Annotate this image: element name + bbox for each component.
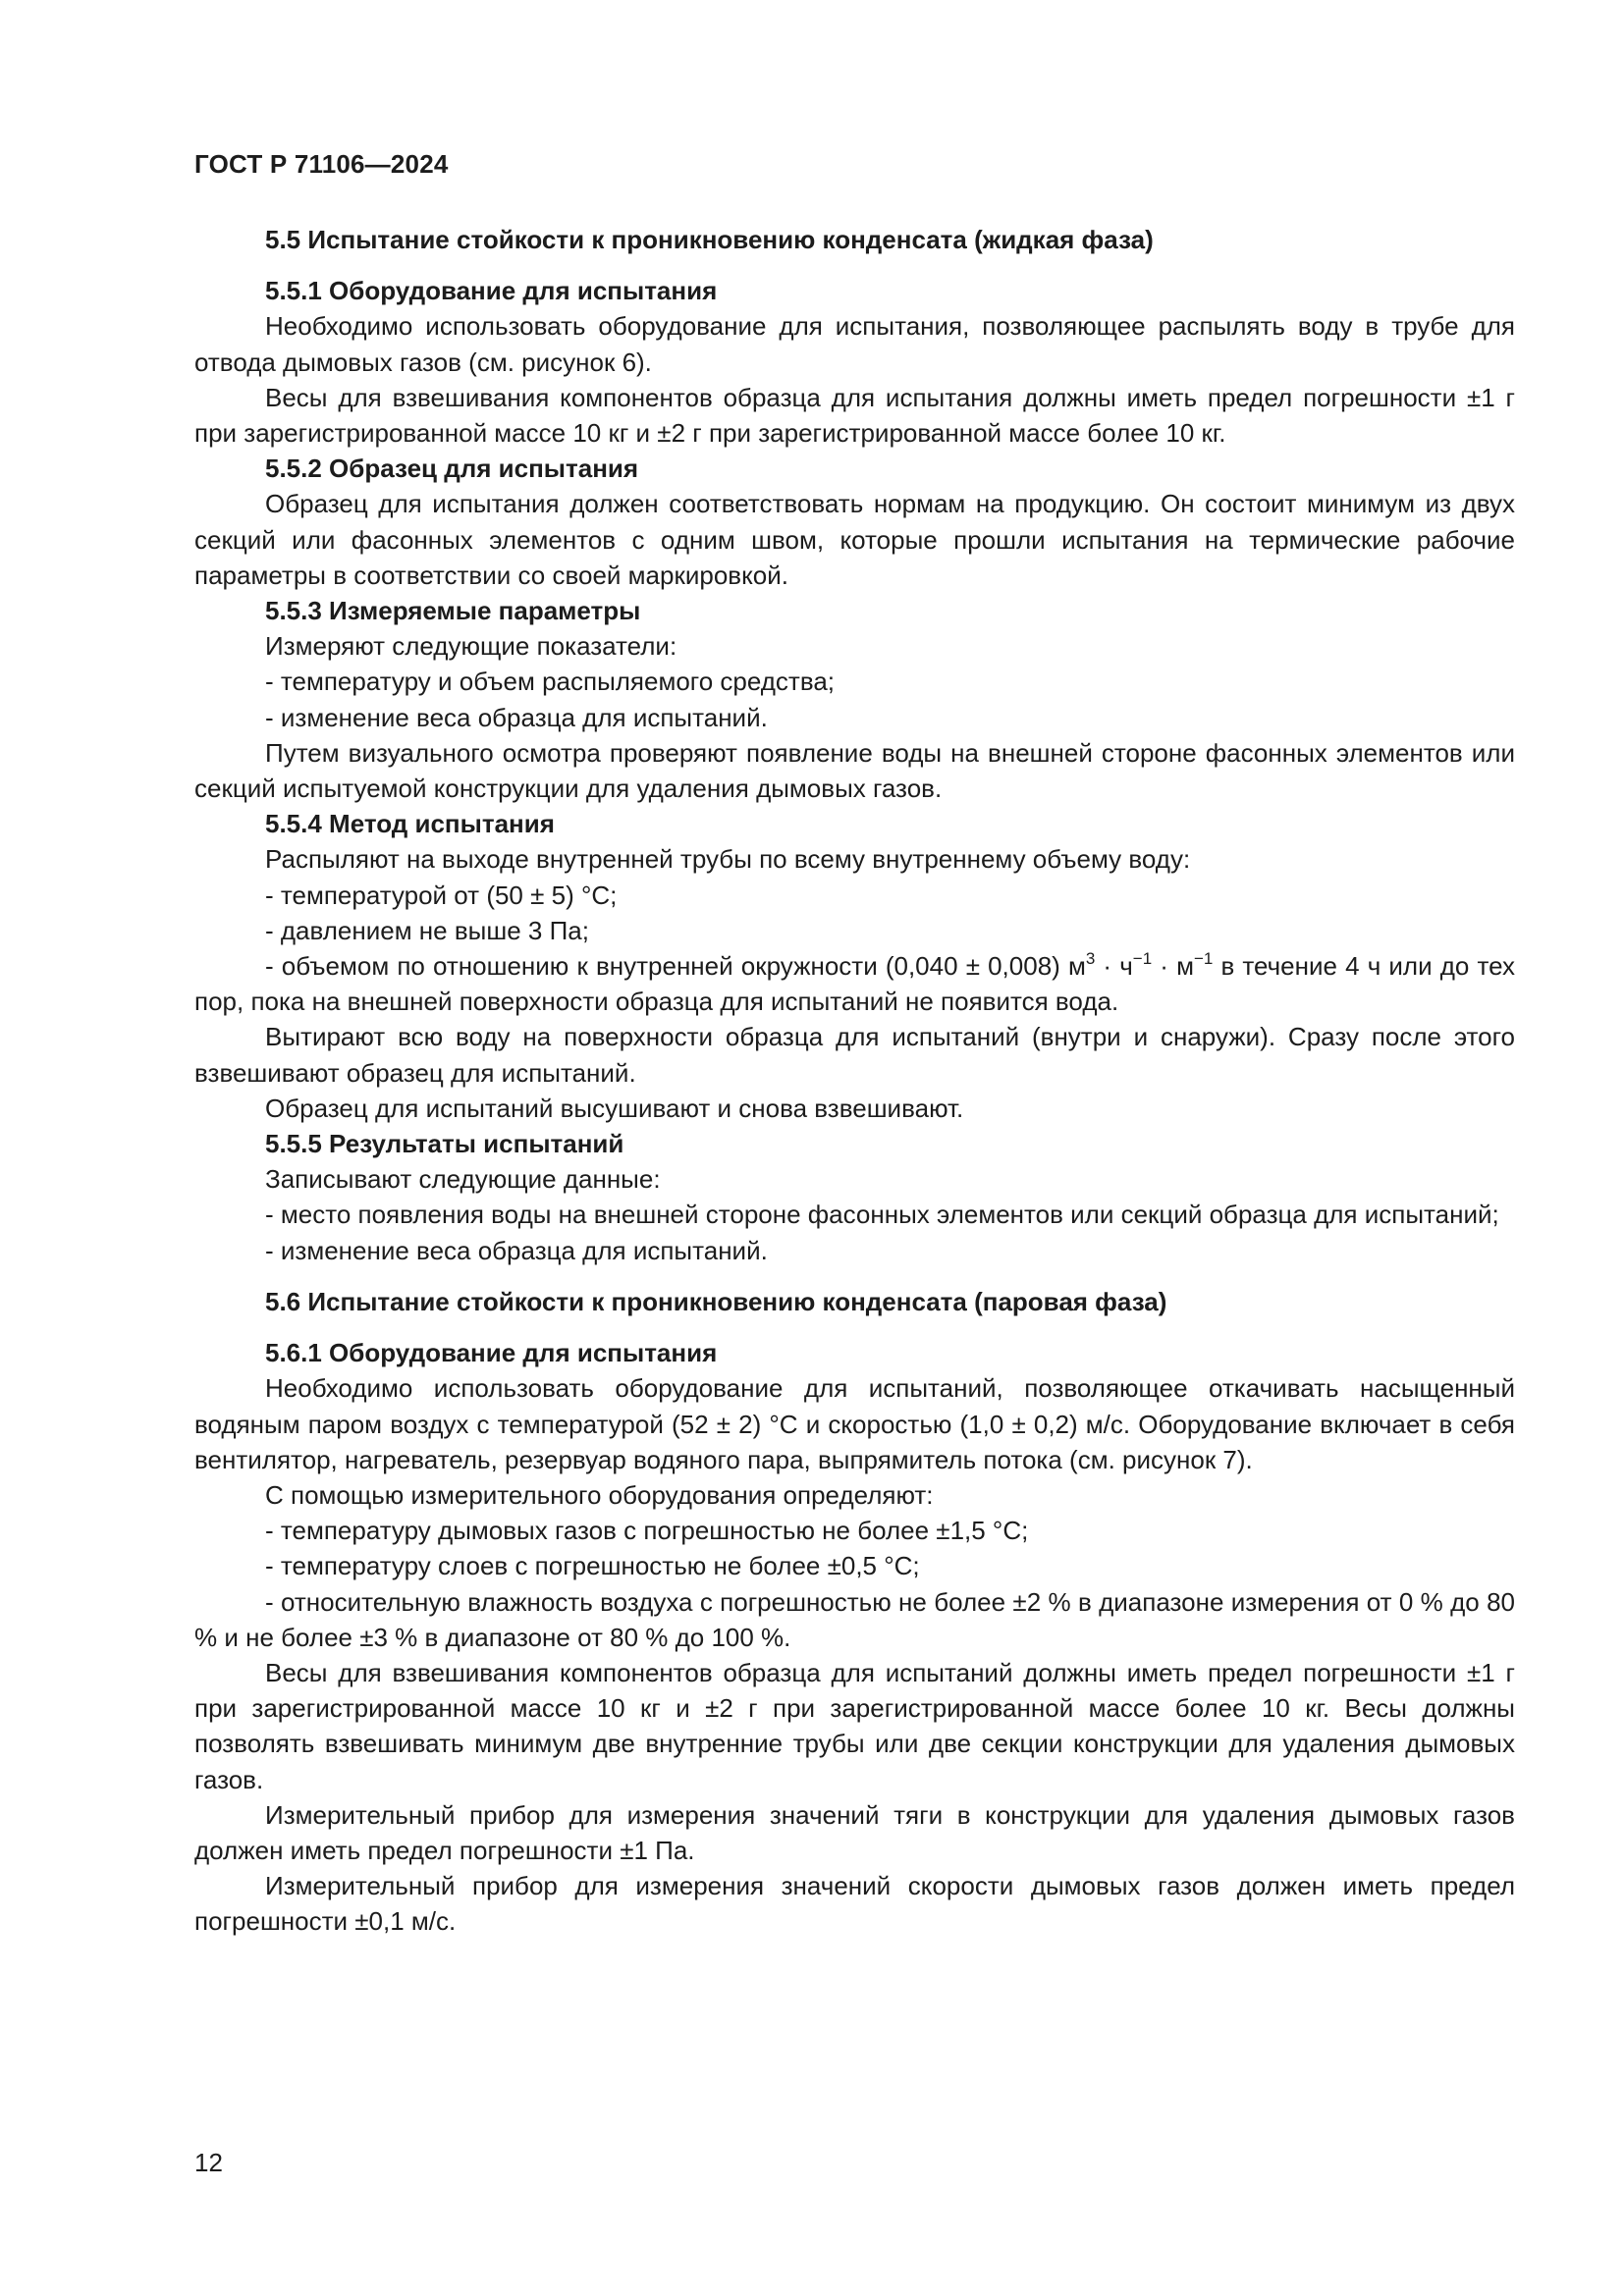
paragraph: Весы для взвешивания компонентов образца для испытаний должны иметь предел погрешности ±1 г при зарегистрированной массе 10 кг и ±2 г при зарегистрированной массе более 10 кг. Весы должны позволять взвешивать минимум две внутренние трубы или две секции конструкции для удаления дымовых газов.: [194, 1657, 1515, 1794]
section-5-6-title: 5.6 Испытание стойкости к проникновению конденсата (паровая фаза): [265, 1286, 1167, 1316]
list-item: - температуру дымовых газов с погрешностью не более ±1,5 °C;: [265, 1516, 1029, 1546]
paragraph: Образец для испытаний высушивают и снова взвешивают.: [265, 1093, 964, 1123]
document-standard-header: ГОСТ Р 71106—2024: [194, 149, 449, 179]
superscript: 3: [1085, 949, 1096, 969]
list-item-volume: [194, 948, 1515, 1019]
list-item: - температурой от (50 ± 5) °C;: [265, 880, 618, 910]
superscript: −1: [1132, 949, 1153, 969]
section-5-5-4-title: 5.5.4 Метод испытания: [265, 809, 555, 839]
page-number: 12: [194, 2148, 223, 2177]
list-item: - давлением не выше 3 Па;: [265, 915, 589, 945]
text-span: · ч: [1095, 951, 1133, 982]
paragraph: Измеряют следующие показатели:: [265, 631, 677, 662]
paragraph: Записывают следующие данные:: [265, 1164, 661, 1195]
list-item: - место появления воды на внешней стороне фасонных элементов или секций образца для испытаний;: [265, 1200, 1499, 1230]
document-body: [194, 222, 1515, 1940]
paragraph: С помощью измерительного оборудования определяют:: [265, 1479, 934, 1510]
text-span: · м: [1152, 951, 1194, 982]
paragraph: Распыляют на выходе внутренней трубы по всему внутреннему объему воду:: [265, 844, 1191, 875]
list-item: - температуру слоев с погрешностью не более ±0,5 °C;: [265, 1551, 920, 1581]
text-span: в течение 4 ч или до тех пор, пока на внешней поверхности образца для испытаний не появится вода.: [194, 951, 1515, 1017]
section-5-5-5-title: 5.5.5 Результаты испытаний: [265, 1129, 624, 1159]
paragraph: Весы для взвешивания компонентов образца для испытания должны иметь предел погрешности ±1 г при зарегистрированной массе 10 кг и ±2 г при зарегистрированной массе более 10 кг.: [194, 382, 1515, 449]
section-5-5-1-title: 5.5.1 Оборудование для испытания: [265, 276, 718, 306]
list-item: - изменение веса образца для испытаний.: [265, 702, 768, 732]
list-item: - относительную влажность воздуха с погрешностью не более ±2 % в диапазоне измерения от 0 % до 80 % и не более ±3 % в диапазоне от 80 % до 100 %.: [194, 1586, 1515, 1652]
paragraph: Вытирают всю воду на поверхности образца для испытаний (внутри и снаружи). Сразу после этого взвешивают образец для испытаний.: [194, 1022, 1515, 1088]
section-5-5-3-title: 5.5.3 Измеряемые параметры: [265, 596, 641, 626]
paragraph: Измерительный прибор для измерения значений скорости дымовых газов должен иметь предел погрешности ±0,1 м/с.: [194, 1871, 1515, 1937]
superscript: −1: [1193, 949, 1214, 969]
paragraph: Необходимо использовать оборудование для испытаний, позволяющее откачивать насыщенный водяным паром воздух с температурой (52 ± 2) °C и скоростью (1,0 ± 0,2) м/с. Оборудование включает в себя вентилятор, нагреватель, резервуар водяного пара, выпрямитель потока (см. рисунок 7).: [194, 1373, 1515, 1474]
list-item: - изменение веса образца для испытаний.: [265, 1235, 768, 1265]
paragraph: Измерительный прибор для измерения значений тяги в конструкции для удаления дымовых газов должен иметь предел погрешности ±1 Па.: [194, 1799, 1515, 1865]
section-5-6-1-title: 5.6.1 Оборудование для испытания: [265, 1338, 718, 1368]
section-5-5-2-title: 5.5.2 Образец для испытания: [265, 454, 639, 484]
list-item: - температуру и объем распыляемого средства;: [265, 667, 836, 697]
paragraph: Образец для испытания должен соответствовать нормам на продукцию. Он состоит минимум из двух секций или фасонных элементов с одним швом, которые прошли испытания на термические рабочие параметры в соответствии со своей маркировкой.: [194, 489, 1515, 590]
text-span: - объемом по отношению к внутренней окружности (0,040 ± 0,008) м: [265, 951, 1086, 982]
paragraph: Необходимо использовать оборудование для испытания, позволяющее распылять воду в трубе для отвода дымовых газов (см. рисунок 6).: [194, 311, 1515, 377]
section-5-5-title: 5.5 Испытание стойкости к проникновению конденсата (жидкая фаза): [265, 225, 1154, 254]
paragraph: Путем визуального осмотра проверяют появление воды на внешней стороне фасонных элементов или секций испытуемой конструкции для удаления дымовых газов.: [194, 737, 1515, 804]
